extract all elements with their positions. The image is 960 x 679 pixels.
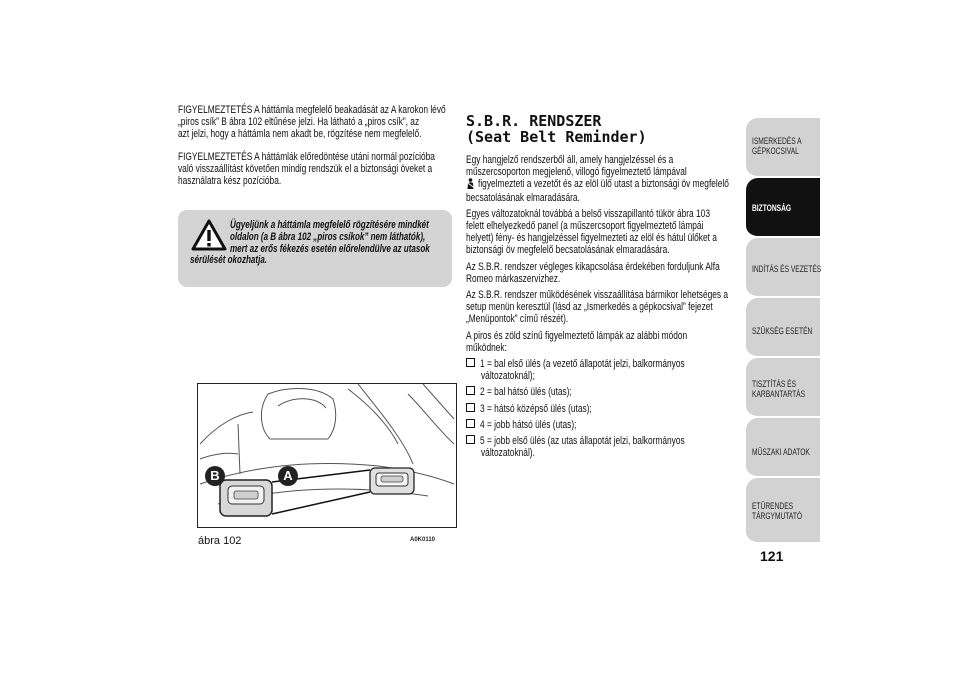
label-a-marker [278, 466, 298, 486]
bullet-item-4 [466, 419, 746, 431]
tab-biztonsag[interactable] [746, 178, 820, 238]
tab-szukseg[interactable] [746, 298, 820, 358]
label-b-text: B [210, 468, 220, 483]
bullet-item-1 [466, 358, 746, 382]
text-line: FIGYELMEZTETÉS A háttámlák előredöntése utáni normál pozícióba [178, 150, 435, 163]
paragraph-4 [466, 289, 746, 326]
text-line: oldalon (a B ábra 102 „piros csíkok” nem láthatók), [230, 230, 426, 243]
left-column [178, 104, 450, 197]
text-line-with-icon [466, 178, 746, 191]
tab-label: KARBANTARTÁS [752, 389, 806, 399]
text-line: setup menün keresztül (lásd az „Ismerkedés a gépkocsival” fejezet [466, 301, 713, 314]
paragraph-3 [466, 261, 746, 285]
title-line-1: S.B.R. RENDSZER [466, 112, 602, 130]
text-line: való visszaállítást követően mindig rendszük el a biztonsági öveket a [178, 162, 433, 175]
checkbox-bullet-icon [466, 403, 475, 412]
text-line: 5 = jobb első ülés (az utas állapotát jelzi, balkormányos [480, 435, 685, 448]
text-line: felett elhelyezkedő panel (a műszercsoport figyelmeztető lámpái [466, 220, 704, 233]
text-line: figyelmezteti a vezetőt és az elöl ülő utast a biztonsági öv megfelelő [478, 178, 730, 191]
text-line: 3 = hátsó középső ülés (utas); [480, 402, 592, 415]
paragraph-1 [466, 154, 746, 204]
warning-paragraph-1 [178, 104, 450, 141]
seat-drawing [198, 384, 456, 527]
tab-label: TISZTÍTÁS ÉS [752, 379, 797, 389]
title-line-2: (Seat Belt Reminder) [466, 128, 647, 146]
seat-latch-illustration [197, 383, 457, 528]
tab-label: SZÜKSÉG ESETÉN [752, 326, 813, 336]
text-line: FIGYELMEZTETÉS A háttámla megfelelő beakadását az A karokon lévő [178, 104, 446, 116]
tab-label: BIZTONSÁG [752, 203, 792, 213]
seatbelt-warning-icon [466, 178, 475, 189]
bullet-item-2 [466, 386, 746, 398]
checkbox-bullet-icon [466, 358, 475, 367]
bullet-item-3 [466, 403, 746, 415]
warning-box [178, 210, 452, 287]
text-line: Egyes változatoknál továbbá a belső visszapillantó tükör ábra 103 [466, 207, 710, 220]
bullet-item-5 [466, 435, 746, 459]
label-a-text: A [283, 468, 293, 483]
text-line: becsatolásának elmaradására. [466, 191, 580, 204]
warning-text [190, 220, 500, 267]
paragraph-2 [466, 208, 746, 257]
text-line: Az S.B.R. rendszer működésének visszaállítása bármikor lehetséges a [466, 289, 729, 302]
figure-caption: ábra 102 [198, 535, 242, 547]
text-line: „piros csík” B ábra 102 eltűnése jelzi. Ha látható a „piros csík”, az [178, 116, 420, 129]
paragraph-5 [466, 330, 746, 354]
tab-label: INDÍTÁS ÉS VEZETÉS [752, 264, 822, 274]
text-line: azt jelzi, hogy a háttámla nem akadt be, rögzítése nem megfelelő. [178, 128, 422, 141]
text-line: sérülését okozhatja. [190, 254, 268, 267]
tab-muszaki[interactable] [746, 418, 820, 478]
tab-inditas[interactable] [746, 238, 820, 298]
checkbox-bullet-icon [466, 435, 475, 444]
text-line: helyett) fény- és hangjelzéssel figyelmezteti az elöl és hátul ülőket a [466, 232, 717, 245]
tab-label: TÁRGYMUTATÓ [752, 511, 803, 521]
label-b-marker [205, 466, 225, 486]
checkbox-bullet-icon [466, 386, 475, 395]
tab-targymutato[interactable] [746, 478, 820, 544]
text-line: A piros és zöld színű figyelmeztető lámpák az alábbi módon [466, 329, 688, 342]
warning-paragraph-2 [178, 151, 450, 188]
checkbox-bullet-icon [466, 419, 475, 428]
text-line: mert az erős fékezés esetén előrelendülve az utasok [230, 242, 430, 255]
text-line: működnek: [466, 341, 507, 354]
text-line: műszercsoporton megjelenő, villogó figyelmeztető lámpával [466, 166, 687, 179]
text-line: 1 = bal első ülés (a vezető állapotát jelzi, balkormányos [480, 358, 685, 371]
tab-label: ISMERKEDÉS A [752, 136, 802, 146]
text-line: Ügyeljünk a háttámla megfelelő rögzítésére mindkét [230, 219, 429, 231]
text-line: „Menüpontok” című részét). [466, 313, 569, 326]
tab-tisztitas[interactable] [746, 358, 820, 418]
tab-label: GÉPKOCSIVAL [752, 146, 799, 156]
text-line: változatoknál); [481, 370, 535, 383]
text-line: 4 = jobb hátsó ülés (utas); [480, 418, 577, 431]
tab-label: ETŰRENDES [752, 501, 794, 511]
right-column [466, 154, 746, 463]
text-line: 2 = bal hátsó ülés (utas); [480, 386, 572, 399]
text-line: használatra kész pozícióba. [178, 175, 282, 188]
text-line: Romeo márkaszervizhez. [466, 272, 561, 285]
tab-ismerkedes[interactable] [746, 118, 820, 178]
text-line: Az S.B.R. rendszer végleges kikapcsolása érdekében forduljunk Alfa [466, 260, 720, 273]
text-line: biztonsági öv megfelelő becsatolásának elmaradására. [466, 244, 670, 257]
text-line: Egy hangjelző rendszerből áll, amely hangjelzéssel és a [466, 154, 674, 166]
figure-code: A0K0110 [410, 537, 436, 543]
tab-label: MŰSZAKI ADATOK [752, 447, 810, 457]
section-title [466, 113, 647, 145]
text-line: változatoknál). [481, 447, 535, 460]
page-number: 121 [760, 548, 784, 564]
